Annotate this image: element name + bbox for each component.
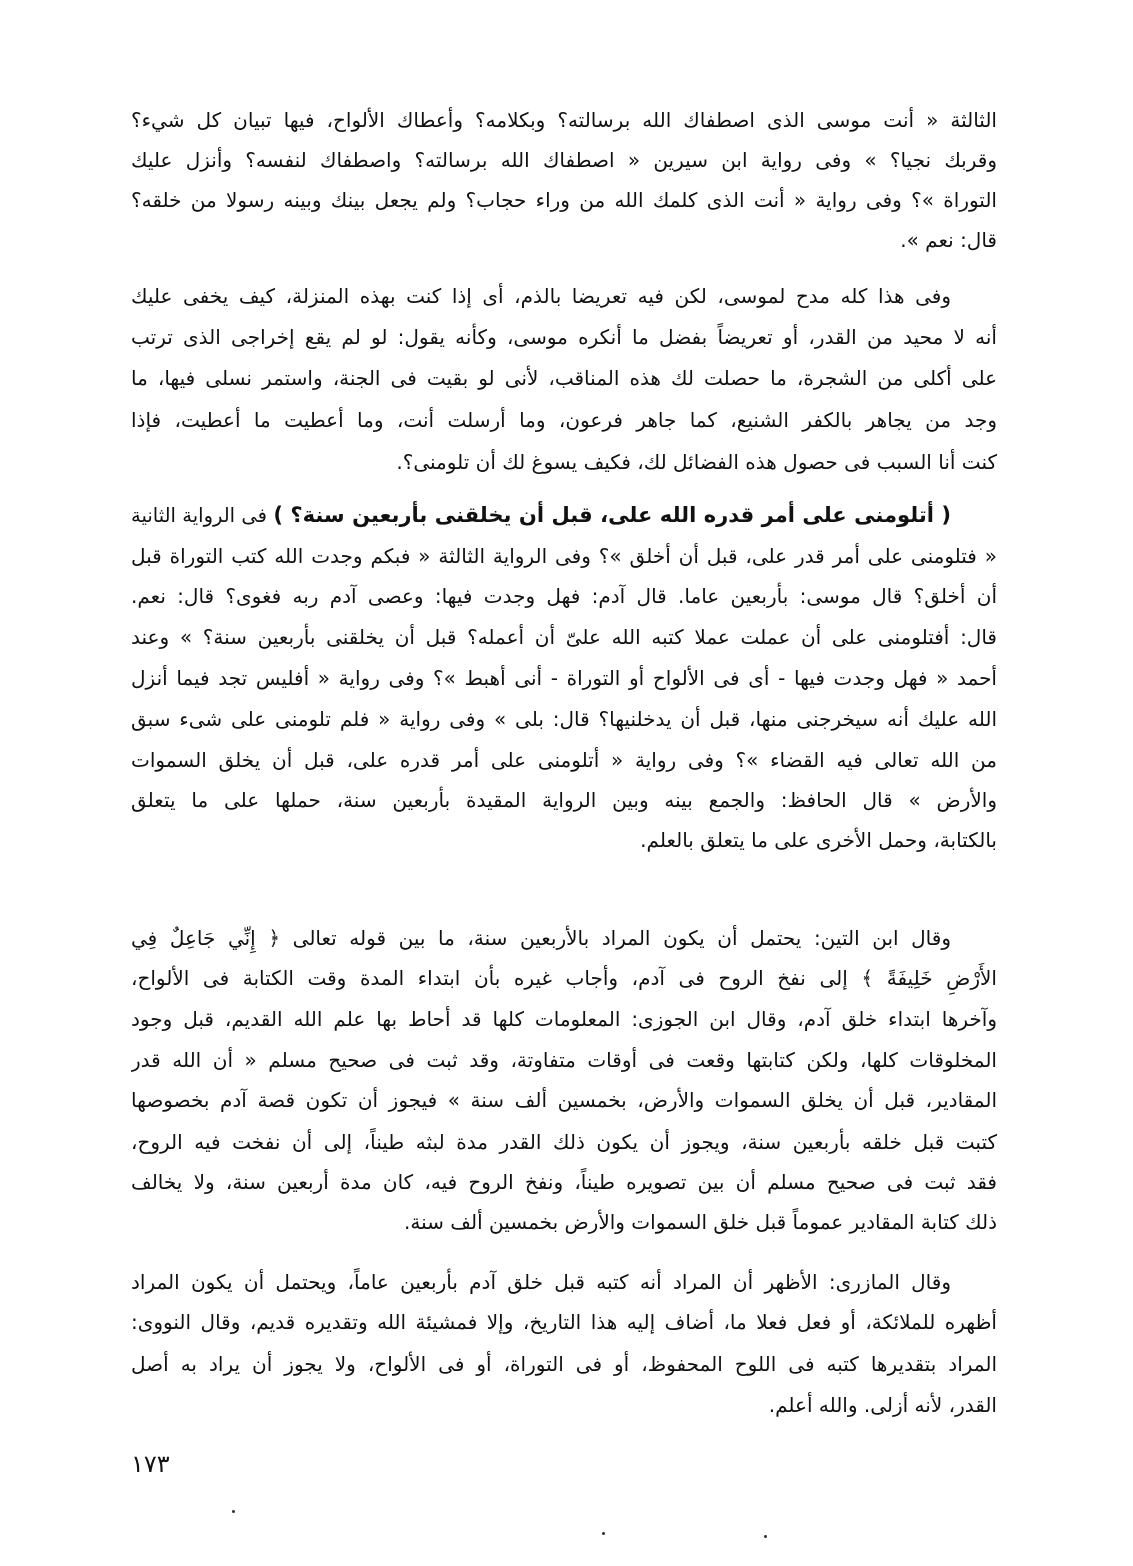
page-number: ١٧٣	[131, 1450, 170, 1478]
text-line: فقد ثبت فى صحيح مسلم أن بين تصويره طيناً، ونفخ الروح فيه، كان مدة أربعين سنة، ولا يخالف	[131, 1170, 997, 1194]
text-line: أظهره للملائكة، أو فعل فعلا ما، أضاف إليه هذا التاريخ، وإلا فمشيئة الله وتقديره قديم، وقال النووى:	[131, 1310, 997, 1334]
text-line: « فتلومنى على أمر قدر على، قبل أن أخلق »؟ وفى الرواية الثالثة « فبكم وجدت الله كتب التوراة قبل	[131, 544, 997, 568]
text-line: والأرض » قال الحافظ: والجمع بينه وبين الرواية المقيدة بأربعين سنة، حملها على ما يتعلق	[131, 788, 997, 812]
section-heading: ( أتلومنى على أمر قدره الله على، قبل أن يخلقنى بأربعين سنة؟ )	[273, 502, 951, 527]
scan-speck	[764, 1535, 767, 1538]
text-line: وقال ابن التين: يحتمل أن يكون المراد بالأربعين سنة، ما بين قوله تعالى ﴿ إِنِّي جَاعِلٌ فِي	[131, 926, 951, 950]
text-line: التوراة »؟ وفى رواية « أنت الذى كلمك الله من وراء حجاب؟ ولم يجعل بينك وبينه رسولا من خلقه؟	[131, 188, 997, 212]
scan-speck	[232, 1510, 235, 1513]
text-line: أحمد « فهل وجدت فيها - أى فى الألواح أو التوراة - أنى أهبط »؟ وفى رواية « أفليس تجد فيما أنزل	[131, 666, 997, 690]
text-line: وآخرها ابتداء خلق آدم، وقال ابن الجوزى: المعلومات كلها قد أحاط بها علم الله القديم، قبل وجود	[131, 1007, 997, 1031]
text-line: المراد بتقديرها كتبه فى اللوح المحفوظ، أو فى التوراة، أو فى الألواح، ولا يجوز أن يراد به أصل	[131, 1352, 997, 1376]
text-line: وقال المازرى: الأظهر أن المراد أنه كتبه قبل خلق آدم بأربعين عاماً، ويحتمل أن يكون المراد	[131, 1270, 951, 1294]
text-line: قال: نعم ».	[900, 228, 997, 252]
text-line: من الله تعالى فيه القضاء »؟ وفى رواية « أتلومنى على أمر قدره على، قبل أن يخلق السموات	[131, 748, 997, 772]
text-line: وجد من يجاهر بالكفر الشنيع، كما جاهر فرعون، وما أرسلت أنت، وما أعطيت ما أعطيت، فإذا	[131, 408, 997, 432]
text-line: القدر، لأنه أزلى. والله أعلم.	[768, 1393, 997, 1417]
text-line: المخلوقات كلها، ولكن كتابتها وقعت فى أوقات متفاوتة، وقد ثبت فى صحيح مسلم « أن الله قدر	[131, 1048, 997, 1072]
text-line: أن أخلق؟ قال موسى: بأربعين عاما. قال آدم: فهل وجدت فيها: وعصى آدم ربه فغوى؟ قال: نعم.	[131, 584, 997, 608]
section-heading-line	[131, 497, 951, 533]
text-line: المقادير، قبل أن يخلق السموات والأرض، بخمسين ألف سنة » فيجوز أن تكون قصة آدم بخصوصها	[131, 1088, 997, 1112]
text-line: الله عليك أنه سيخرجنى منها، قبل أن يدخلنيها؟ قال: بلى » وفى رواية « فلم تلومنى على شىء سبق	[131, 707, 997, 731]
text-line: وفى هذا كله مدح لموسى، لكن فيه تعريضا بالذم، أى إذا كنت بهذه المنزلة، كيف يخفى عليك	[131, 284, 951, 308]
text-line: ذلك كتابة المقادير عموماً قبل خلق السموات والأرض بخمسين ألف سنة.	[404, 1210, 997, 1234]
text-line: على أكلى من الشجرة، ما حصلت لك هذه المناقب، لأنى لو بقيت فى الجنة، واستمر نسلى فيها، ما	[131, 366, 997, 390]
text-line: وقربك نجيا؟ » وفى رواية ابن سيرين « اصطفاك الله برسالته؟ واصطفاك لنفسه؟ وأنزل عليك	[131, 148, 997, 172]
scan-speck	[602, 1532, 605, 1535]
text-line: كنت أنا السبب فى حصول هذه الفضائل لك، فكيف يسوغ لك أن تلومنى؟.	[396, 450, 997, 474]
text-line: الأَرْضِ خَلِيفَةً ﴾ إلى نفخ الروح فى آدم، وأجاب غيره بأن ابتداء المدة وقت الكتابة فى الألواح،	[131, 966, 997, 990]
text-line: أنه لا محيد من القدر، أو تعريضاً بفضل ما أنكره موسى، وكأنه يقول: لو لم يقع إخراجى الذى ترتب	[131, 325, 997, 349]
text-line: كتبت قبل خلقه بأربعين سنة، ويجوز أن يكون ذلك القدر مدة لبثه طيناً، إلى أن نفخت فيه الروح،	[131, 1130, 997, 1154]
text-line: الثالثة « أنت موسى الذى اصطفاك الله برسالته؟ وبكلامه؟ وأعطاك الألواح، فيها تبيان كل شيء؟	[131, 108, 997, 132]
heading-continuation: فى الرواية الثانية	[131, 504, 267, 527]
text-line: قال: أفتلومنى على أن عملت عملا كتبه الله علىّ أن أعمله؟ قبل أن يخلقنى بأربعين سنة؟ » وعند	[131, 625, 997, 649]
text-line: بالكتابة، وحمل الأخرى على ما يتعلق بالعلم.	[640, 828, 997, 852]
